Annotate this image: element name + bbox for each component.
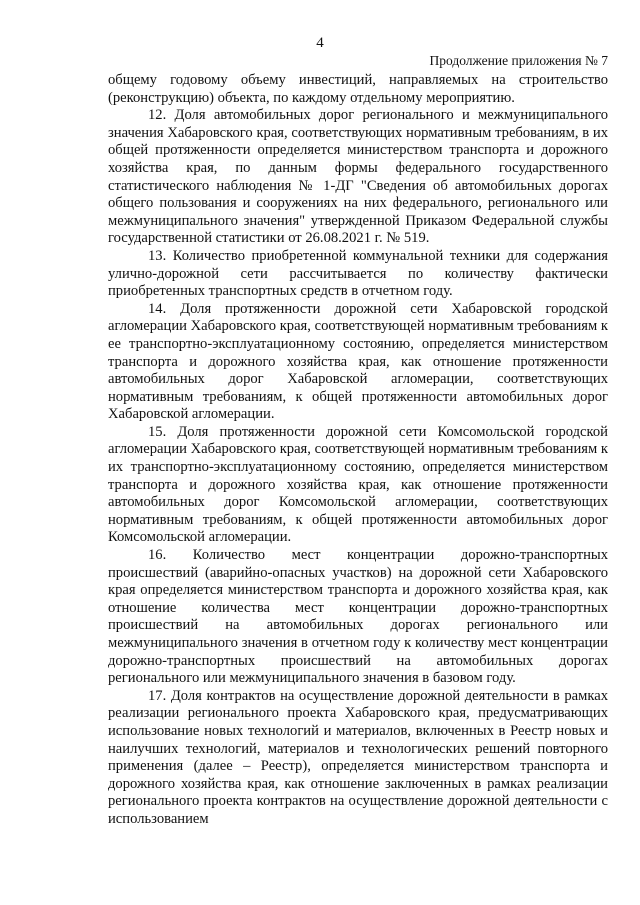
- paragraph-15: 15. Доля протяженности дорожной сети Комсомольской городской агломерации Хабаровского края, соответствующей нормативным требованиям к их транспортно-эксплуатационному состоянию, определяется министерством транспорта и дорожного хозяйства края, как отношение протяженности автомобильных дорог Комсомольской агломерации, соответствующих нормативным требованиям, к общей протяженности автомобильных дорог Комсомольской агломерации.: [108, 423, 608, 546]
- paragraph-13: 13. Количество приобретенной коммунальной техники для содержания улично-дорожной сети рассчитывается по количеству фактически приобретенных транспортных средств в отчетном году.: [108, 247, 608, 300]
- appendix-continuation-note: Продолжение приложения № 7: [429, 53, 608, 68]
- page-number: 4: [316, 35, 324, 51]
- document-body: [108, 72, 608, 829]
- paragraph-16: 16. Количество мест концентрации дорожно-транспортных происшествий (аварийно-опасных участков) на дорожной сети Хабаровского края определяется министерством транспорта и дорожного хозяйства края, как отношение количества мест концентрации дорожно-транспортных происшествий на автомобильных дорогах регионального или межмуниципального значения в отчетном году к количеству мест концентрации дорожно-транспортных происшествий на автомобильных дорогах регионального или межмуниципального значения в базовом году.: [108, 547, 608, 687]
- paragraph-continuation: общему годовому объему инвестиций, направляемых на строительство (реконструкцию) объекта, по каждому отдельному мероприятию.: [108, 72, 608, 106]
- paragraph-14: 14. Доля протяженности дорожной сети Хабаровской городской агломерации Хабаровского края, соответствующей нормативным требованиям к ее транспортно-эксплуатационному состоянию, определяется министерством транспорта и дорожного хозяйства края, как отношение протяженности автомобильных дорог Хабаровской агломерации, соответствующих нормативным требованиям, к общей протяженности автомобильных дорог Хабаровской агломерации.: [108, 300, 608, 423]
- paragraph-12: 12. Доля автомобильных дорог регионального и межмуниципального значения Хабаровского края, соответствующих нормативным требованиям, в их общей протяженности определяется министерством транспорта и дорожного хозяйства края, по данным формы федерального государственного статистического наблюдения № 1-ДГ "Сведения об автомобильных дорогах общего пользования и сооружениях на них федерального, регионального или межмуниципального значения" утвержденной Приказом Федеральной службы государственной статистики от 26.08.2021 г. № 519.: [108, 107, 608, 247]
- paragraph-17: 17. Доля контрактов на осуществление дорожной деятельности в рамках реализации регионального проекта Хабаровского края, предусматривающих использование новых технологий и материалов, включенных в Реестр новых и наилучших технологий, материалов и технологических решений повторного применения (далее – Реестр), определяется министерством транспорта и дорожного хозяйства края, как отношение заключенных в рамках реализации регионального проекта контрактов на осуществление дорожной деятельности с использованием: [108, 687, 608, 827]
